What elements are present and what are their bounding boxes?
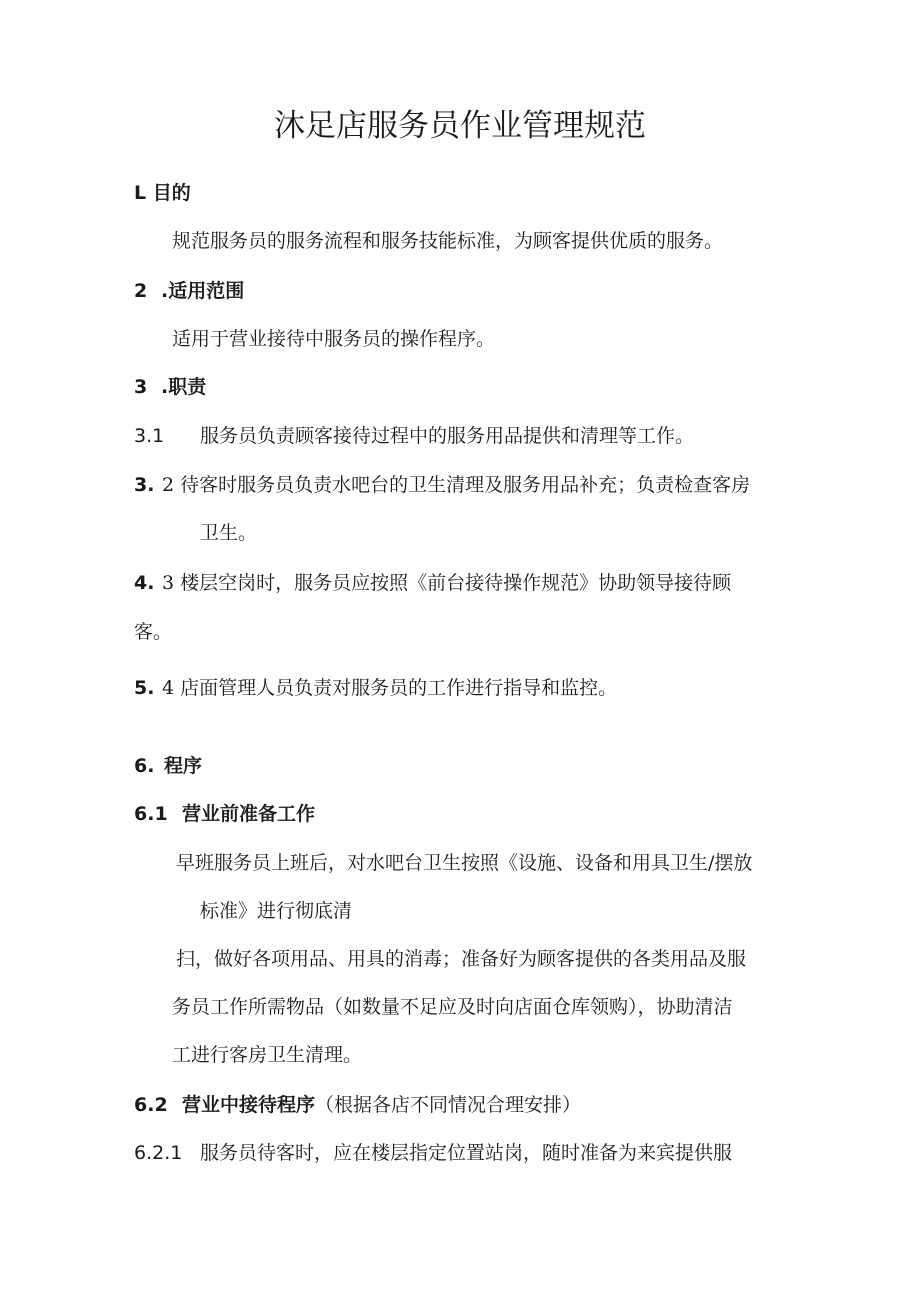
paragraph-line: 标准》进行彻底清 [200,900,353,922]
section-1-heading: L 目的 [134,182,191,204]
paragraph-line: 扫，做好各项用品、用具的消毒；准备好为顾客提供的各类用品及服 [176,948,747,970]
section-2-heading [134,279,244,303]
item-text: 服务员负责顾客接待过程中的服务用品提供和清理等工作。 [200,425,695,447]
subsection-6-2-title: 营业中接待程序 [182,1094,316,1116]
item-number: 3. [134,474,155,496]
subsection-6-2-number: 6.2 [134,1094,168,1116]
list-item [134,676,617,700]
item-number: 6.2.1 [134,1142,183,1164]
section-3-title: .职责 [161,376,207,398]
paragraph-line: 务员工作所需物品（如数量不足应及时向店面仓库领购），协助清洁 [172,996,733,1018]
section-2-title: .适用范围 [161,280,245,302]
section-3-heading [134,375,206,399]
document-title: 沐足店服务员作业管理规范 [274,108,646,144]
section-6-heading [134,754,202,778]
item-text: 3 楼层空岗时，服务员应按照《前台接待操作规范》协助领导接待顾 [162,572,732,594]
list-item [134,473,750,497]
subsection-6-1-heading [134,802,315,826]
subsection-6-2-heading [134,1093,581,1117]
section-2-body: 适用于营业接待中服务员的操作程序。 [172,328,496,350]
subsection-6-1-title: 营业前准备工作 [182,803,316,825]
item-number: 5. [134,677,155,699]
section-6-title: 程序 [164,755,203,777]
list-item [134,1141,732,1165]
section-1-body: 规范服务员的服务流程和服务技能标准，为顾客提供优质的服务。 [172,230,724,252]
item-number: 3.1 [134,425,165,447]
subsection-6-1-number: 6.1 [134,803,168,825]
section-2-number: 2 [134,280,148,302]
item-text: 4 店面管理人员负责对服务员的工作进行指导和监控。 [162,677,618,699]
item-text-continuation: 卫生。 [200,522,258,544]
section-6-number: 6. [134,755,155,777]
item-number: 4. [134,572,155,594]
paragraph-line: 早班服务员上班后，对水吧台卫生按照《设施、设备和用具卫生/摆放 [176,852,753,874]
subsection-6-2-note: （根据各店不同情况合理安排） [315,1094,582,1116]
paragraph-line: 工进行客房卫生清理。 [172,1044,363,1066]
list-item [134,424,694,448]
item-text: 2 待客时服务员负责水吧台的卫生清理及服务用品补充；负责检查客房 [162,474,751,496]
section-3-number: 3 [134,376,148,398]
item-text-continuation: 客。 [134,621,173,643]
list-item [134,571,731,595]
item-text: 服务员待客时，应在楼层指定位置站岗，随时准备为来宾提供服 [200,1142,733,1164]
